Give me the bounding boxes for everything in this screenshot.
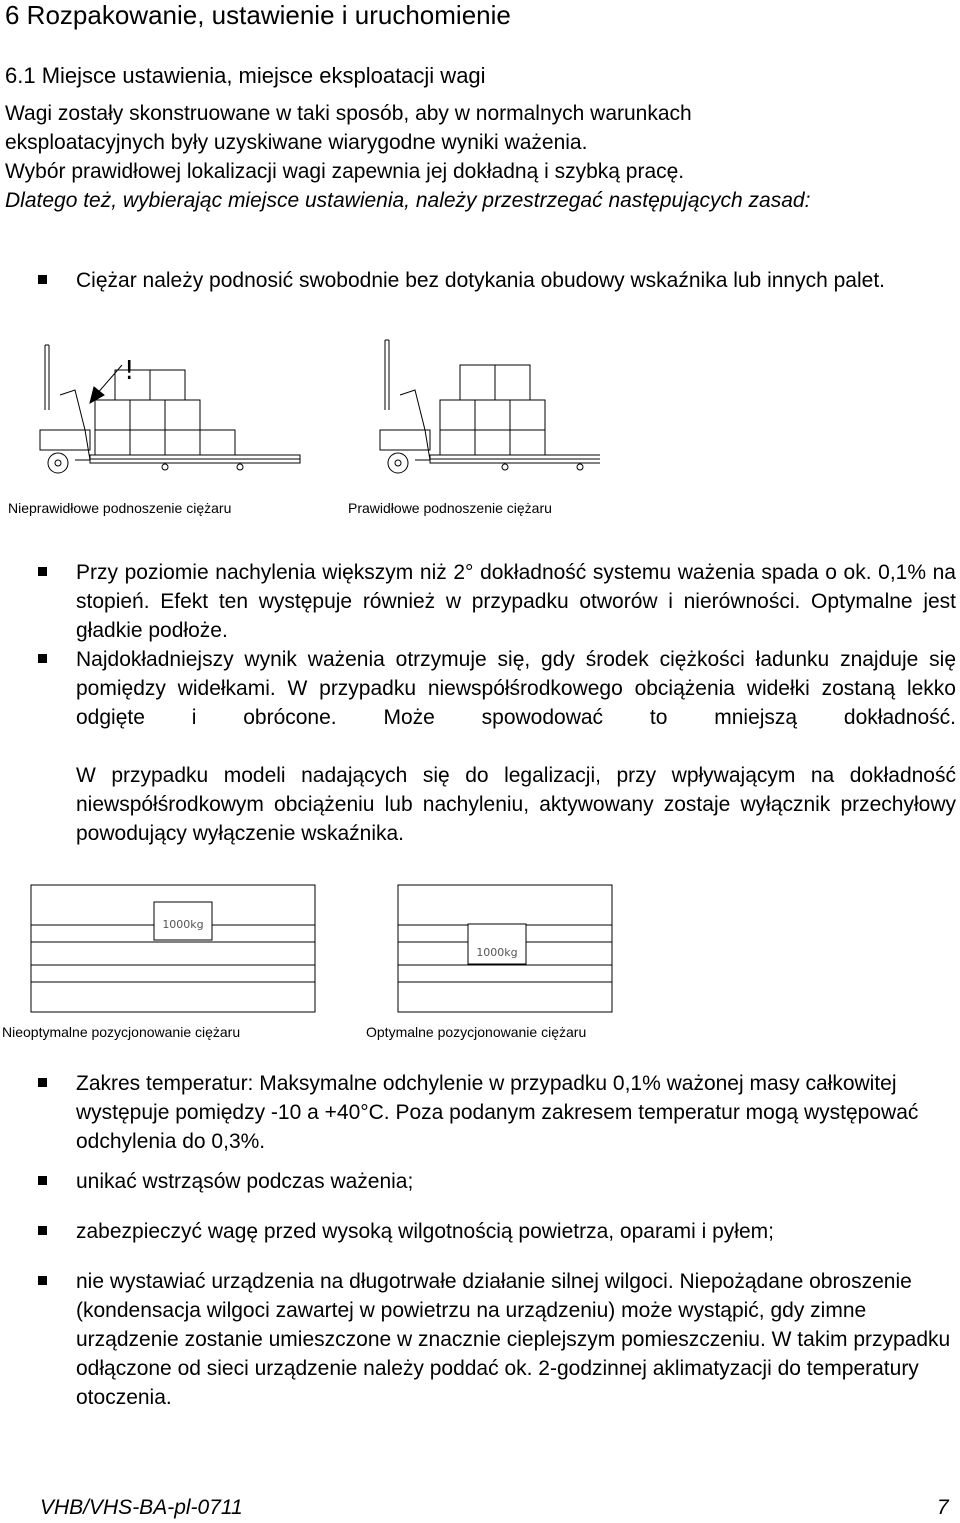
section-heading: 6 Rozpakowanie, ustawienie i uruchomienie	[5, 0, 511, 30]
rule-temperature: Zakres temperatur: Maksymalne odchylenie w przypadku 0,1% ważonej masy całkowitej występuje pomiędzy -10 a +40°C. Poza podanym zakresem temperatur mogą występować odchylenia do 0,3%.	[76, 1072, 919, 1153]
intro-emphasis: Dlatego też, wybierając miejsce ustawienia, należy przestrzegać następujących zasad:	[5, 189, 811, 212]
load-label: 1000kg	[476, 946, 518, 959]
bullet-marker	[38, 567, 47, 576]
intro-line-3: Wybór prawidłowej lokalizacji wagi zapewnia jej dokładną i szybką pracę.	[5, 160, 685, 183]
bullet-marker	[38, 275, 47, 284]
bullet-marker	[38, 1226, 47, 1235]
subsection-heading: 6.1 Miejsce ustawienia, miejsce eksploatacji wagi	[5, 63, 486, 88]
caption-optimal-position: Optymalne pozycjonowanie ciężaru	[366, 1024, 587, 1040]
rule-tilt-switch: W przypadku modeli nadających się do legalizacji, przy wpływającym na dokładność niewspółśrodkowym obciążeniu lub nachyleniu, aktywowany zostaje wyłącznik przechyłowy powodujący wyłączenie wskaźnika.	[76, 764, 956, 845]
bullet-marker	[38, 1078, 47, 1087]
caption-nonoptimal-position: Nieoptymalne pozycjonowanie ciężaru	[2, 1024, 241, 1040]
caption-wrong-lifting: Nieprawidłowe podnoszenie ciężaru	[8, 500, 232, 516]
rule-inclination: Przy poziomie nachylenia większym niż 2° dokładność systemu ważenia spada o ok. 0,1% na stopień. Efekt ten występuje również w przypadku otworów i nierówności. Optymalne jest gładkie podłoże.	[76, 561, 956, 642]
lifting-illustrations	[0, 335, 600, 485]
pallet-truck-wrong	[40, 345, 300, 473]
footer-doc-code: VHB/VHS-BA-pl-0711	[40, 1496, 243, 1519]
intro-line-2: eksploatacyjnych były uzyskiwane wiarygodne wyniki ważenia.	[5, 131, 588, 154]
pallet-offcenter	[31, 885, 315, 1012]
bullet-marker	[38, 654, 47, 663]
rule-vibration: unikać wstrząsów podczas ważenia;	[76, 1170, 414, 1193]
intro-line-1: Wagi zostały skonstruowane w taki sposób, aby w normalnych warunkach	[5, 102, 692, 125]
rule-condensation: nie wystawiać urządzenia na długotrwałe działanie silnej wilgoci. Niepożądane obroszenie (kondensacja wilgoci zawartej w powietrzu na urządzeniu) może wystąpić, gdy zimne urządzenie zostanie umieszczone w znacznie cieplejszym pomieszczeniu. W takim przypadku odłączone od sieci urządzenie należy poddać ok. 2-godzinnej aklimatyzacji do temperatury otoczenia.	[76, 1270, 951, 1409]
rule-center-of-gravity: Najdokładniejszy wynik ważenia otrzymuje się, gdy środek ciężkości ładunku znajduje się pomiędzy widełkami. W przypadku niewspółśrodkowego obciążenia widełki zostaną lekko odgięte i obrócone. Może spowodować to mniejszą dokładność.	[76, 648, 956, 729]
footer-page-number: 7	[937, 1496, 949, 1519]
rule-humidity: zabezpieczyć wagę przed wysoką wilgotnością powietrza, oparami i pyłem;	[76, 1220, 774, 1243]
bullet-marker	[38, 1176, 47, 1185]
pallet-truck-right	[380, 340, 600, 473]
load-label: 1000kg	[162, 918, 204, 931]
bullet-marker	[38, 1276, 47, 1285]
warning-mark: !	[124, 356, 135, 386]
caption-correct-lifting: Prawidłowe podnoszenie ciężaru	[348, 500, 552, 516]
positioning-illustrations	[0, 882, 620, 1017]
rule-lifting: Ciężar należy podnosić swobodnie bez dotykania obudowy wskaźnika lub innych palet.	[76, 269, 885, 292]
